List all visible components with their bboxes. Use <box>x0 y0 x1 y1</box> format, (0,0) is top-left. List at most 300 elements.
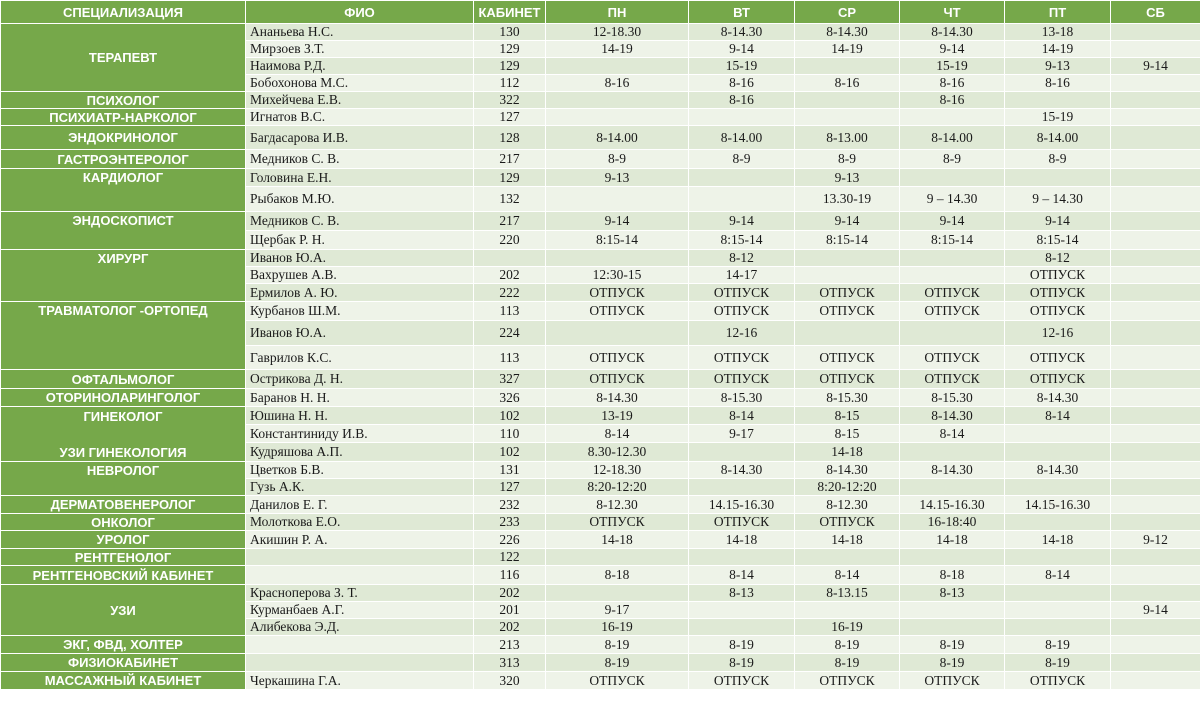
schedule-thu: 8-14 <box>900 425 1005 443</box>
schedule-fri: 8-14.30 <box>1005 389 1111 407</box>
schedule-sat <box>1111 479 1200 496</box>
schedule-wed: 8-19 <box>795 636 900 654</box>
header-row <box>1 1 1200 24</box>
schedule-wed: ОТПУСК <box>795 284 900 302</box>
schedule-wed: 16-19 <box>795 619 900 636</box>
schedule-tue: ОТПУСК <box>689 346 795 370</box>
doctor-name: Бобохонова М.С. <box>246 75 474 92</box>
doctor-name: Юшина Н. Н. <box>246 407 474 425</box>
schedule-tue: 14-18 <box>689 531 795 549</box>
cabinet-number: 233 <box>474 514 546 531</box>
schedule-wed: 14-19 <box>795 41 900 58</box>
schedule-tue: 8-13 <box>689 585 795 602</box>
cabinet-number: 326 <box>474 389 546 407</box>
schedule-sat <box>1111 462 1200 479</box>
specialty-gastroenterolog: ГАСТРОЭНТЕРОЛОГ <box>57 151 189 167</box>
schedule-tue <box>689 187 795 212</box>
schedule-tue: 9-17 <box>689 425 795 443</box>
cabinet-number: 129 <box>474 41 546 58</box>
specialty-cell <box>1 496 246 514</box>
specialty-cell <box>1 250 246 302</box>
specialty-cell <box>1 531 246 549</box>
table-row <box>1 169 1200 187</box>
schedule-tue: 12-16 <box>689 321 795 346</box>
schedule-wed <box>795 92 900 109</box>
doctor-name: Константиниду И.В. <box>246 425 474 443</box>
doctor-name: Ермилов А. Ю. <box>246 284 474 302</box>
specialty-otorinolaringolog: ОТОРИНОЛАРИНГОЛОГ <box>45 390 201 405</box>
header-day-wed: СР <box>795 1 900 24</box>
schedule-wed: 14-18 <box>795 531 900 549</box>
specialty-uzi-ginekologiya: УЗИ ГИНЕКОЛОГИЯ <box>59 444 187 460</box>
schedule-thu: 8-14.00 <box>900 126 1005 150</box>
schedule-wed: 8-15 <box>795 407 900 425</box>
schedule-thu: 8-14.30 <box>900 462 1005 479</box>
specialty-cell <box>1 109 246 126</box>
specialty-psiholog: ПСИХОЛОГ <box>86 92 160 108</box>
schedule-mon <box>546 549 689 566</box>
schedule-wed: 13.30-19 <box>795 187 900 212</box>
specialty-cell <box>1 407 246 462</box>
specialty-rentgen-kabinet: РЕНТГЕНОВСКИЙ КАБИНЕТ <box>32 567 214 583</box>
schedule-sat <box>1111 284 1200 302</box>
cabinet-number: 116 <box>474 566 546 585</box>
specialty-cell <box>1 302 246 370</box>
schedule-thu: ОТПУСК <box>900 302 1005 321</box>
schedule-mon <box>546 58 689 75</box>
schedule-thu <box>900 267 1005 284</box>
schedule-mon: 9-14 <box>546 212 689 231</box>
schedule-fri: 8-14.00 <box>1005 126 1111 150</box>
cabinet-number: 222 <box>474 284 546 302</box>
schedule-mon: 8-19 <box>546 654 689 672</box>
schedule-thu: 14.15-16.30 <box>900 496 1005 514</box>
cabinet-number: 112 <box>474 75 546 92</box>
specialty-cell <box>1 654 246 672</box>
schedule-fri <box>1005 619 1111 636</box>
schedule-wed: ОТПУСК <box>795 302 900 321</box>
schedule-wed <box>795 549 900 566</box>
doctor-name: Гаврилов К.С. <box>246 346 474 370</box>
schedule-fri: 14.15-16.30 <box>1005 496 1111 514</box>
schedule-tue: 14-17 <box>689 267 795 284</box>
schedule-sat <box>1111 654 1200 672</box>
header-cabinet: КАБИНЕТ <box>474 1 546 24</box>
schedule-thu: 9 – 14.30 <box>900 187 1005 212</box>
doctor-name: Данилов Е. Г. <box>246 496 474 514</box>
doctor-name: Курбанов Ш.М. <box>246 302 474 321</box>
schedule-mon <box>546 321 689 346</box>
schedule-tue: 8-19 <box>689 636 795 654</box>
doctor-name: Медников С. В. <box>246 150 474 169</box>
schedule-mon: 8-14 <box>546 425 689 443</box>
schedule-wed <box>795 109 900 126</box>
schedule-wed: 8:15-14 <box>795 231 900 250</box>
specialty-cell <box>1 24 246 92</box>
schedule-sat <box>1111 75 1200 92</box>
schedule-sat <box>1111 566 1200 585</box>
schedule-fri <box>1005 585 1111 602</box>
specialty-endoskopist: ЭНДОСКОПИСТ <box>72 213 174 228</box>
schedule-tue: 9-14 <box>689 41 795 58</box>
cabinet-number: 320 <box>474 672 546 690</box>
schedule-mon: 9-13 <box>546 169 689 187</box>
schedule-sat <box>1111 407 1200 425</box>
schedule-wed: ОТПУСК <box>795 672 900 690</box>
doctor-name <box>246 636 474 654</box>
cabinet-number: 322 <box>474 92 546 109</box>
schedule-tue <box>689 602 795 619</box>
schedule-sat: 9-14 <box>1111 58 1200 75</box>
schedule-fri: 8-14 <box>1005 407 1111 425</box>
schedule-sat <box>1111 425 1200 443</box>
cabinet-number <box>474 250 546 267</box>
schedule-tue: 8-15.30 <box>689 389 795 407</box>
schedule-mon: 8-18 <box>546 566 689 585</box>
schedule-mon: ОТПУСК <box>546 346 689 370</box>
schedule-thu: 15-19 <box>900 58 1005 75</box>
schedule-mon: ОТПУСК <box>546 672 689 690</box>
cabinet-number: 213 <box>474 636 546 654</box>
schedule-fri: ОТПУСК <box>1005 370 1111 389</box>
schedule-wed: ОТПУСК <box>795 514 900 531</box>
doctor-name: Цветков Б.В. <box>246 462 474 479</box>
schedule-tue: 14.15-16.30 <box>689 496 795 514</box>
table-row <box>1 370 1200 389</box>
schedule-fri: 8-12 <box>1005 250 1111 267</box>
schedule-sat <box>1111 672 1200 690</box>
schedule-sat <box>1111 150 1200 169</box>
table-row <box>1 514 1200 531</box>
specialty-cell <box>1 212 246 250</box>
doctor-name: Мирзоев З.Т. <box>246 41 474 58</box>
doctor-name: Игнатов В.С. <box>246 109 474 126</box>
table-row <box>1 389 1200 407</box>
schedule-thu <box>900 443 1005 462</box>
schedule-thu: 8-19 <box>900 636 1005 654</box>
schedule-mon: ОТПУСК <box>546 514 689 531</box>
schedule-wed: 8:20-12:20 <box>795 479 900 496</box>
schedule-fri: 8:15-14 <box>1005 231 1111 250</box>
schedule-sat <box>1111 187 1200 212</box>
cabinet-number: 313 <box>474 654 546 672</box>
specialty-rentgenolog: РЕНТГЕНОЛОГ <box>74 549 172 565</box>
schedule-sat <box>1111 250 1200 267</box>
schedule-mon: 14-19 <box>546 41 689 58</box>
schedule-sat <box>1111 169 1200 187</box>
table-row <box>1 302 1200 321</box>
schedule-mon: 12:30-15 <box>546 267 689 284</box>
schedule-thu: 8-14.30 <box>900 407 1005 425</box>
schedule-tue <box>689 479 795 496</box>
specialty-kardiolog: КАРДИОЛОГ <box>82 170 164 185</box>
schedule-sat <box>1111 443 1200 462</box>
doctor-name: Молоткова Е.О. <box>246 514 474 531</box>
table-row <box>1 636 1200 654</box>
schedule-mon: 9-17 <box>546 602 689 619</box>
schedule-fri: 8-14.30 <box>1005 462 1111 479</box>
schedule-sat <box>1111 585 1200 602</box>
schedule-tue: 8-19 <box>689 654 795 672</box>
specialty-uzi: УЗИ <box>110 602 136 618</box>
schedule-tue: ОТПУСК <box>689 370 795 389</box>
schedule-mon: 12-18.30 <box>546 24 689 41</box>
specialty-cell <box>1 549 246 566</box>
schedule-tue <box>689 109 795 126</box>
schedule-fri: 8-19 <box>1005 636 1111 654</box>
schedule-thu: 8:15-14 <box>900 231 1005 250</box>
schedule-mon <box>546 187 689 212</box>
specialty-travmatolog-ortoped: ТРАВМАТОЛОГ -ОРТОПЕД <box>38 303 208 318</box>
schedule-fri: 8-9 <box>1005 150 1111 169</box>
specialty-urolog: УРОЛОГ <box>96 532 150 547</box>
schedule-sat <box>1111 109 1200 126</box>
specialty-massazh-kabinet: МАССАЖНЫЙ КАБИНЕТ <box>44 673 202 688</box>
schedule-wed: 8-19 <box>795 654 900 672</box>
schedule-wed: 8-14 <box>795 566 900 585</box>
schedule-mon: ОТПУСК <box>546 370 689 389</box>
specialty-cell <box>1 126 246 150</box>
schedule-wed: 8-12.30 <box>795 496 900 514</box>
specialty-cell <box>1 150 246 169</box>
schedule-wed: 8-14.30 <box>795 462 900 479</box>
specialty-ginekolog: ГИНЕКОЛОГ <box>83 408 163 424</box>
schedule-wed: 8-15 <box>795 425 900 443</box>
table-row <box>1 566 1200 585</box>
doctor-name: Михейчева Е.В. <box>246 92 474 109</box>
schedule-sat <box>1111 126 1200 150</box>
table-row <box>1 109 1200 126</box>
schedule-thu <box>900 549 1005 566</box>
schedule-fri: 8-19 <box>1005 654 1111 672</box>
schedule-mon: 8-9 <box>546 150 689 169</box>
schedule-tue: 8-16 <box>689 75 795 92</box>
schedule-fri <box>1005 425 1111 443</box>
specialty-nevrolog: НЕВРОЛОГ <box>86 463 160 478</box>
doctor-name: Кудряшова А.П. <box>246 443 474 462</box>
schedule-tue: 8-12 <box>689 250 795 267</box>
schedule-mon <box>546 109 689 126</box>
cabinet-number: 127 <box>474 479 546 496</box>
schedule-thu: 8-14.30 <box>900 24 1005 41</box>
schedule-thu: 9-14 <box>900 41 1005 58</box>
schedule-thu: ОТПУСК <box>900 672 1005 690</box>
cabinet-number: 217 <box>474 212 546 231</box>
doctor-name: Вахрушев А.В. <box>246 267 474 284</box>
cabinet-number: 129 <box>474 58 546 75</box>
specialty-cell <box>1 169 246 212</box>
cabinet-number: 102 <box>474 443 546 462</box>
schedule-sat: 9-14 <box>1111 602 1200 619</box>
schedule-wed: 14-18 <box>795 443 900 462</box>
schedule-wed: 8-9 <box>795 150 900 169</box>
cabinet-number: 102 <box>474 407 546 425</box>
schedule-thu: 8-16 <box>900 92 1005 109</box>
cabinet-number: 131 <box>474 462 546 479</box>
schedule-thu <box>900 321 1005 346</box>
schedule-wed: 8-14.30 <box>795 24 900 41</box>
specialty-cell <box>1 389 246 407</box>
schedule-fri: ОТПУСК <box>1005 267 1111 284</box>
table-row <box>1 462 1200 479</box>
header-day-thu: ЧТ <box>900 1 1005 24</box>
doctor-name <box>246 654 474 672</box>
cabinet-number: 110 <box>474 425 546 443</box>
specialty-cell <box>1 672 246 690</box>
table-row <box>1 496 1200 514</box>
schedule-sat <box>1111 212 1200 231</box>
cabinet-number: 220 <box>474 231 546 250</box>
schedule-thu: ОТПУСК <box>900 284 1005 302</box>
cabinet-number: 201 <box>474 602 546 619</box>
schedule-fri: 15-19 <box>1005 109 1111 126</box>
schedule-fri <box>1005 169 1111 187</box>
schedule-fri: 14-18 <box>1005 531 1111 549</box>
schedule-mon: 8.30-12.30 <box>546 443 689 462</box>
doctor-name: Медников С. В. <box>246 212 474 231</box>
specialty-cell <box>1 370 246 389</box>
schedule-thu: 8-16 <box>900 75 1005 92</box>
schedule-fri: 14-19 <box>1005 41 1111 58</box>
cabinet-number: 113 <box>474 346 546 370</box>
header-day-tue: ВТ <box>689 1 795 24</box>
cabinet-number: 202 <box>474 585 546 602</box>
header-day-sat: СБ <box>1111 1 1200 24</box>
schedule-sat <box>1111 389 1200 407</box>
schedule-fri <box>1005 514 1111 531</box>
table-row <box>1 549 1200 566</box>
schedule-tue <box>689 549 795 566</box>
specialty-cell <box>1 636 246 654</box>
schedule-thu: ОТПУСК <box>900 370 1005 389</box>
schedule-fri <box>1005 549 1111 566</box>
table-row <box>1 407 1200 425</box>
cabinet-number: 226 <box>474 531 546 549</box>
specialty-cell <box>1 585 246 636</box>
schedule-thu <box>900 479 1005 496</box>
schedule-thu: 9-14 <box>900 212 1005 231</box>
schedule-thu: 8-19 <box>900 654 1005 672</box>
schedule-mon: 8-14.00 <box>546 126 689 150</box>
schedule-fri: 8-14 <box>1005 566 1111 585</box>
schedule-thu: 8-18 <box>900 566 1005 585</box>
schedule-tue <box>689 169 795 187</box>
schedule-mon: 8-12.30 <box>546 496 689 514</box>
specialty-fiziokabinet: ФИЗИОКАБИНЕТ <box>67 655 179 670</box>
schedule-sat <box>1111 41 1200 58</box>
table-row <box>1 126 1200 150</box>
schedule-tue: 8-14.30 <box>689 24 795 41</box>
schedule-mon <box>546 585 689 602</box>
schedule-fri: 9 – 14.30 <box>1005 187 1111 212</box>
schedule-wed: 8-13.15 <box>795 585 900 602</box>
schedule-sat <box>1111 302 1200 321</box>
schedule-sat <box>1111 370 1200 389</box>
specialty-cell <box>1 514 246 531</box>
schedule-fri: 13-18 <box>1005 24 1111 41</box>
schedule-sat: 9-12 <box>1111 531 1200 549</box>
schedule-thu <box>900 602 1005 619</box>
table-row <box>1 150 1200 169</box>
schedule-mon: ОТПУСК <box>546 302 689 321</box>
specialty-dermatovenerolog: ДЕРМАТОВЕНЕРОЛОГ <box>50 497 196 512</box>
specialty-hirurg: ХИРУРГ <box>97 251 149 266</box>
doctor-name: Острикова Д. Н. <box>246 370 474 389</box>
schedule-sat <box>1111 514 1200 531</box>
schedule-thu <box>900 250 1005 267</box>
table-row <box>1 212 1200 231</box>
cabinet-number: 232 <box>474 496 546 514</box>
schedule-thu <box>900 109 1005 126</box>
specialty-oftalmolog: ОФТАЛЬМОЛОГ <box>71 371 175 387</box>
schedule-thu: 16-18:40 <box>900 514 1005 531</box>
doctor-name: Черкашина Г.А. <box>246 672 474 690</box>
schedule-sat <box>1111 346 1200 370</box>
specialty-cell <box>1 92 246 109</box>
schedule-mon: 8-19 <box>546 636 689 654</box>
schedule-thu: 8-15.30 <box>900 389 1005 407</box>
schedule-mon: 16-19 <box>546 619 689 636</box>
table-row <box>1 585 1200 602</box>
doctor-name: Головина Е.Н. <box>246 169 474 187</box>
doctor-name: Гузь А.К. <box>246 479 474 496</box>
schedule-wed: 9-14 <box>795 212 900 231</box>
header-name: ФИО <box>246 1 474 24</box>
specialty-terapevt: ТЕРАПЕВТ <box>88 50 158 65</box>
doctor-name: Ананьева Н.С. <box>246 24 474 41</box>
schedule-sat <box>1111 24 1200 41</box>
doctor-name: Акишин Р. А. <box>246 531 474 549</box>
schedule-tue <box>689 443 795 462</box>
schedule-fri: ОТПУСК <box>1005 302 1111 321</box>
cabinet-number: 113 <box>474 302 546 321</box>
schedule-tue: 8:15-14 <box>689 231 795 250</box>
schedule-mon: 13-19 <box>546 407 689 425</box>
schedule-tue: ОТПУСК <box>689 514 795 531</box>
schedule-mon: 8:15-14 <box>546 231 689 250</box>
schedule-wed: ОТПУСК <box>795 370 900 389</box>
cabinet-number: 122 <box>474 549 546 566</box>
doctor-name <box>246 549 474 566</box>
doctor-name <box>246 566 474 585</box>
schedule-wed: 8-15.30 <box>795 389 900 407</box>
specialty-ekg-fvd-holter: ЭКГ, ФВД, ХОЛТЕР <box>63 637 183 652</box>
schedule-tue: 8-9 <box>689 150 795 169</box>
schedule-wed <box>795 602 900 619</box>
schedule-tue: ОТПУСК <box>689 302 795 321</box>
doctor-name: Щербак Р. Н. <box>246 231 474 250</box>
schedule-fri <box>1005 92 1111 109</box>
specialty-psihiatr-narkolog: ПСИХИАТР-НАРКОЛОГ <box>49 109 197 125</box>
schedule-sat <box>1111 92 1200 109</box>
table-row <box>1 250 1200 267</box>
schedule-wed: 8-16 <box>795 75 900 92</box>
schedule-tue: ОТПУСК <box>689 284 795 302</box>
cabinet-number: 128 <box>474 126 546 150</box>
schedule-mon <box>546 92 689 109</box>
schedule-mon: 8-14.30 <box>546 389 689 407</box>
schedule-sat <box>1111 549 1200 566</box>
schedule-mon: 12-18.30 <box>546 462 689 479</box>
schedule-thu: ОТПУСК <box>900 346 1005 370</box>
cabinet-number: 224 <box>474 321 546 346</box>
schedule-tue <box>689 619 795 636</box>
table-row <box>1 672 1200 690</box>
doctor-name: Багдасарова И.В. <box>246 126 474 150</box>
schedule-sat <box>1111 321 1200 346</box>
doctor-name: Иванов Ю.А. <box>246 250 474 267</box>
table-row <box>1 531 1200 549</box>
